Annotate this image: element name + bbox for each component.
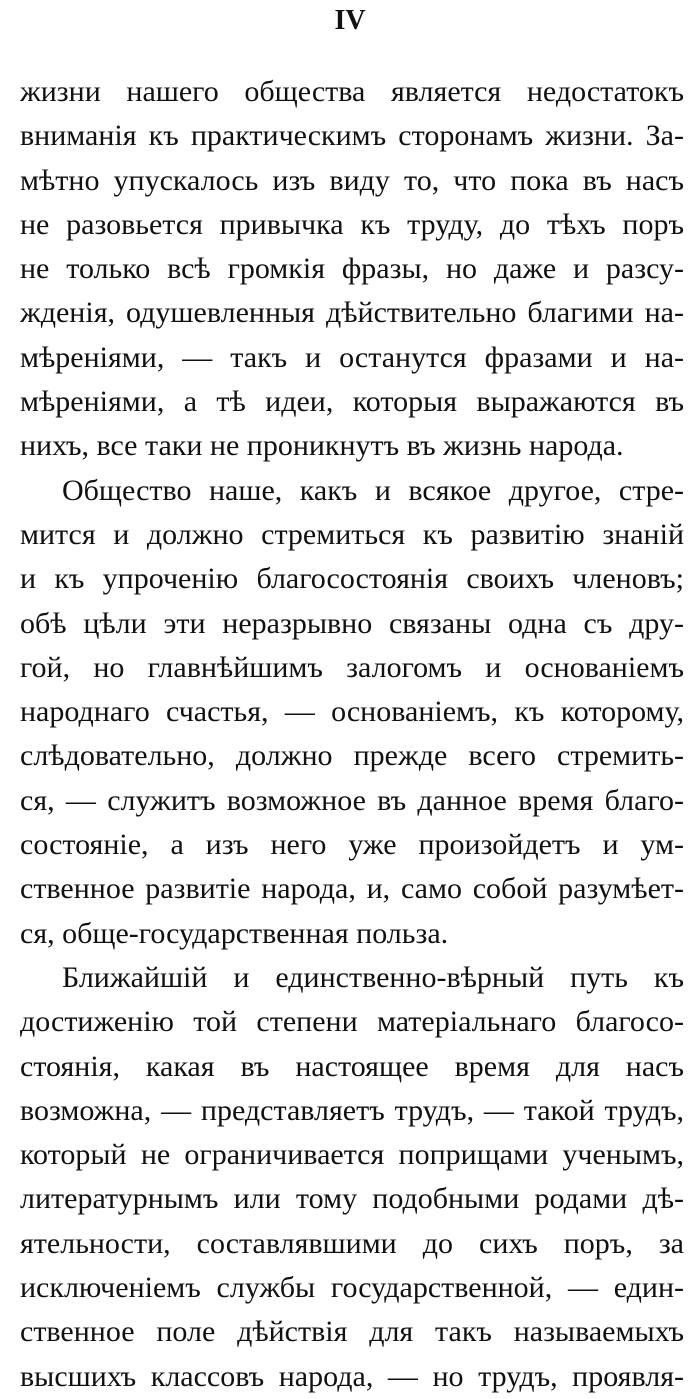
text-line: Ближайшій и единственно-вѣрный путь къ bbox=[62, 960, 684, 994]
paragraph-3 bbox=[20, 956, 684, 1399]
text-line: высшихъ классовъ народа, — но трудъ, проявля- bbox=[20, 1359, 684, 1393]
text-line: ственное поле дѣйствія для такъ называемыхъ bbox=[20, 1315, 684, 1349]
text-line: вниманія къ практическимъ сторонамъ жизни. За- bbox=[20, 119, 684, 153]
text-line: обѣ цѣли эти неразрывно связаны одна съ дру- bbox=[20, 606, 684, 640]
text-line: не разовьется привычка къ труду, до тѣхъ поръ bbox=[20, 207, 684, 241]
text-line: Общество наше, какъ и всякое другое, стре- bbox=[62, 473, 684, 507]
text-line: нихъ, все таки не проникнутъ въ жизнь народа. bbox=[20, 429, 624, 463]
text-line: достиженію той степени матеріальнаго благосо- bbox=[20, 1005, 684, 1039]
text-line: мится и должно стремиться къ развитію знаній bbox=[20, 517, 684, 551]
text-line: состояніе, а изъ него уже произойдетъ и ум- bbox=[20, 828, 684, 862]
text-line: исключеніемъ службы государственной, — един- bbox=[20, 1271, 684, 1305]
text-line: народнаго счастья, — основаніемъ, къ которому, bbox=[20, 695, 684, 729]
text-line: ся, обще-государственная польза. bbox=[20, 916, 449, 950]
text-line: и къ упроченію благосостоянія своихъ членовъ; bbox=[20, 562, 684, 596]
paragraph-2 bbox=[20, 469, 684, 956]
text-line: жденія, одушевленныя дѣйствительно благими на- bbox=[20, 296, 684, 330]
text-line: мѣтно упускалось изъ виду то, что пока въ насъ bbox=[20, 163, 684, 197]
text-line: ятельности, составлявшими до сихъ поръ, за bbox=[20, 1226, 684, 1260]
text-line: жизни нашего общества является недостатокъ bbox=[20, 75, 684, 108]
body-text bbox=[20, 70, 684, 1399]
text-line: ственное развитіе народа, и, само собой разумѣет- bbox=[20, 872, 684, 906]
text-line: мѣреніями, а тѣ идеи, которыя выражаются въ bbox=[20, 385, 684, 419]
text-line: мѣреніями, — такъ и останутся фразами и на- bbox=[20, 340, 684, 374]
page-number: IV bbox=[334, 5, 366, 36]
text-line: который не ограничивается поприщами ученымъ, bbox=[20, 1138, 684, 1172]
text-line: ся, — служитъ возможное въ данное время благо- bbox=[20, 783, 684, 817]
text-line: не только всѣ громкія фразы, но даже и разсу- bbox=[20, 252, 684, 286]
paragraph-1 bbox=[20, 70, 684, 469]
text-line: возможна, — представляетъ трудъ, — такой трудъ, bbox=[20, 1093, 684, 1127]
text-line: гой, но главнѣйшимъ залогомъ и основаніемъ bbox=[20, 650, 684, 684]
text-line: стоянія, какая въ настоящее время для насъ bbox=[20, 1049, 684, 1083]
text-line: литературнымъ или тому подобными родами дѣ- bbox=[20, 1182, 684, 1216]
text-line: слѣдовательно, должно прежде всего стремить- bbox=[20, 739, 684, 773]
